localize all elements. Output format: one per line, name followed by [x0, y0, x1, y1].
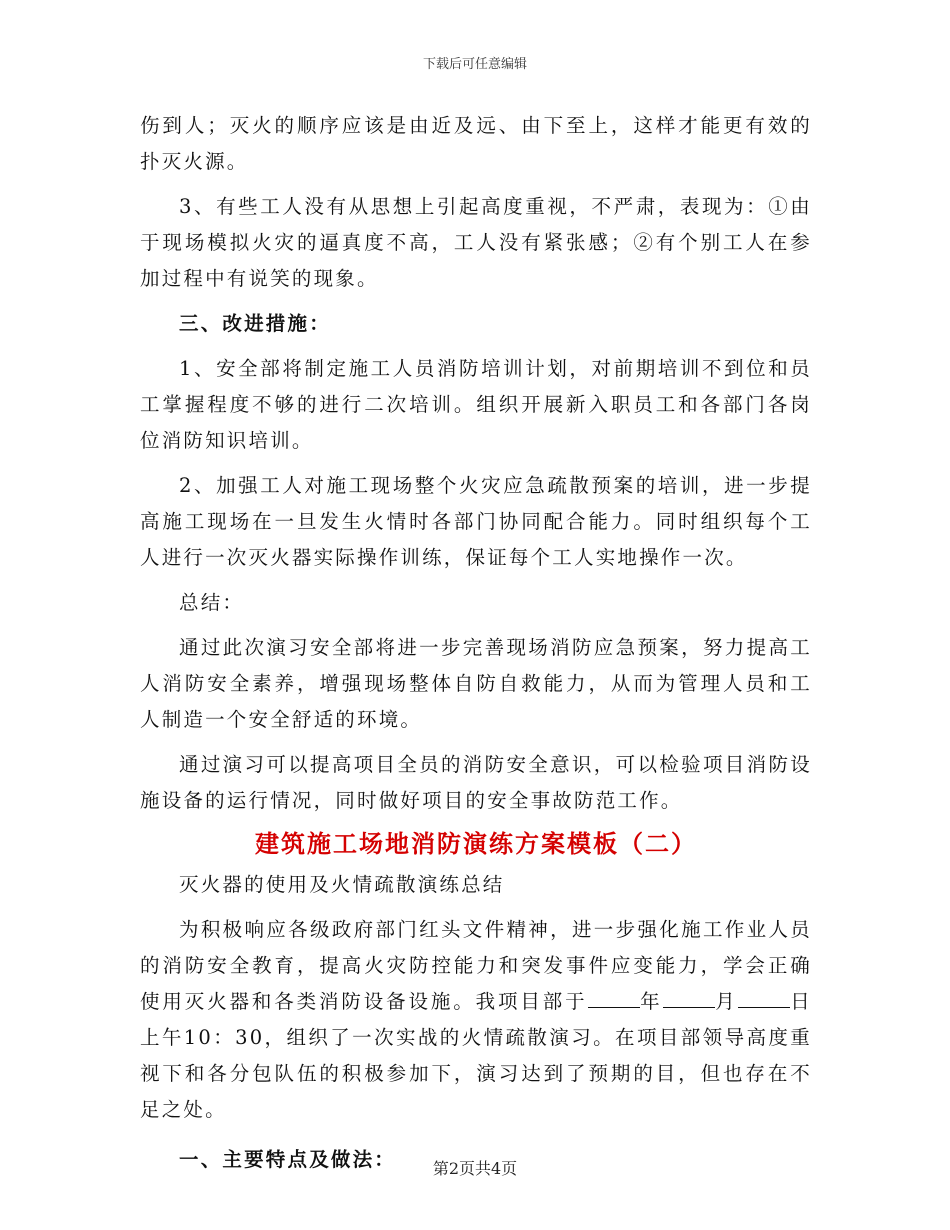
- paragraph-improvement-1: 1、安全部将制定施工人员消防培训计划，对前期培训不到位和员工掌握程度不够的进行二次培训。组织开展新入职员工和各部门各岗位消防知识培训。: [140, 357, 812, 452]
- paragraph-continuation: 伤到人；灭火的顺序应该是由近及远、由下至上，这样才能更有效的扑灭火源。: [140, 114, 812, 173]
- label-year: 年: [639, 990, 663, 1013]
- document-body: [140, 108, 812, 1187]
- paragraph-item-3: 3、有些工人没有从思想上引起高度重视，不严肃，表现为：①由于现场模拟火灾的逼真度不高，工人没有紧张感；②有个别工人在参加过程中有说笑的现象。: [140, 195, 812, 290]
- page-header: 下载后可任意编辑: [422, 57, 527, 72]
- page-footer: 第2页共4页: [432, 1159, 518, 1178]
- blank-day: [738, 989, 790, 1008]
- paragraph-improvement-2: 2、加强工人对施工现场整个火灾应急疏散预案的培训，进一步提高施工现场在一旦发生火情时各部门协同配合能力。同时组织每个工人进行一次灭火器实际操作训练，保证每个工人实地操作一次。: [140, 474, 812, 569]
- section-heading-features: 一、主要特点及做法：: [179, 1148, 397, 1171]
- intro-text-a: 为积极响应各级政府部门红头文件精神，进一步强化施工作业人员的消防安全教育，提高火灾防控能力和突发事件应变能力，学会正确使用灭火器和各类消防设备设施。我项目部于: [140, 918, 812, 1013]
- intro-text-b: 上午10：30，组织了一次实战的火情疏散演习。在项目部领导高度重视下和各分包队伍的积极参加下，演习达到了预期的目，但也存在不足之处。: [140, 1026, 812, 1121]
- paragraph-intro: [140, 912, 812, 1128]
- section-heading-improvements: 三、改进措施：: [179, 312, 331, 335]
- paragraph-summary-2: 通过演习可以提高项目全员的消防安全意识，可以检验项目消防设施设备的运行情况，同时做好项目的安全事故防范工作。: [140, 753, 812, 812]
- blank-month: [663, 989, 715, 1008]
- summary-label: 总结：: [179, 591, 245, 614]
- subtitle: 灭火器的使用及火情疏散演练总结: [179, 873, 505, 896]
- section-title: 建筑施工场地消防演练方案模板（二）: [255, 829, 697, 858]
- blank-year: [588, 989, 640, 1008]
- paragraph-summary-1: 通过此次演习安全部将进一步完善现场消防应急预案，努力提高工人消防安全素养，增强现场整体自防自救能力，从而为管理人员和工人制造一个安全舒适的环境。: [140, 636, 812, 731]
- label-month: 月: [714, 990, 738, 1013]
- label-day: 日: [789, 990, 813, 1013]
